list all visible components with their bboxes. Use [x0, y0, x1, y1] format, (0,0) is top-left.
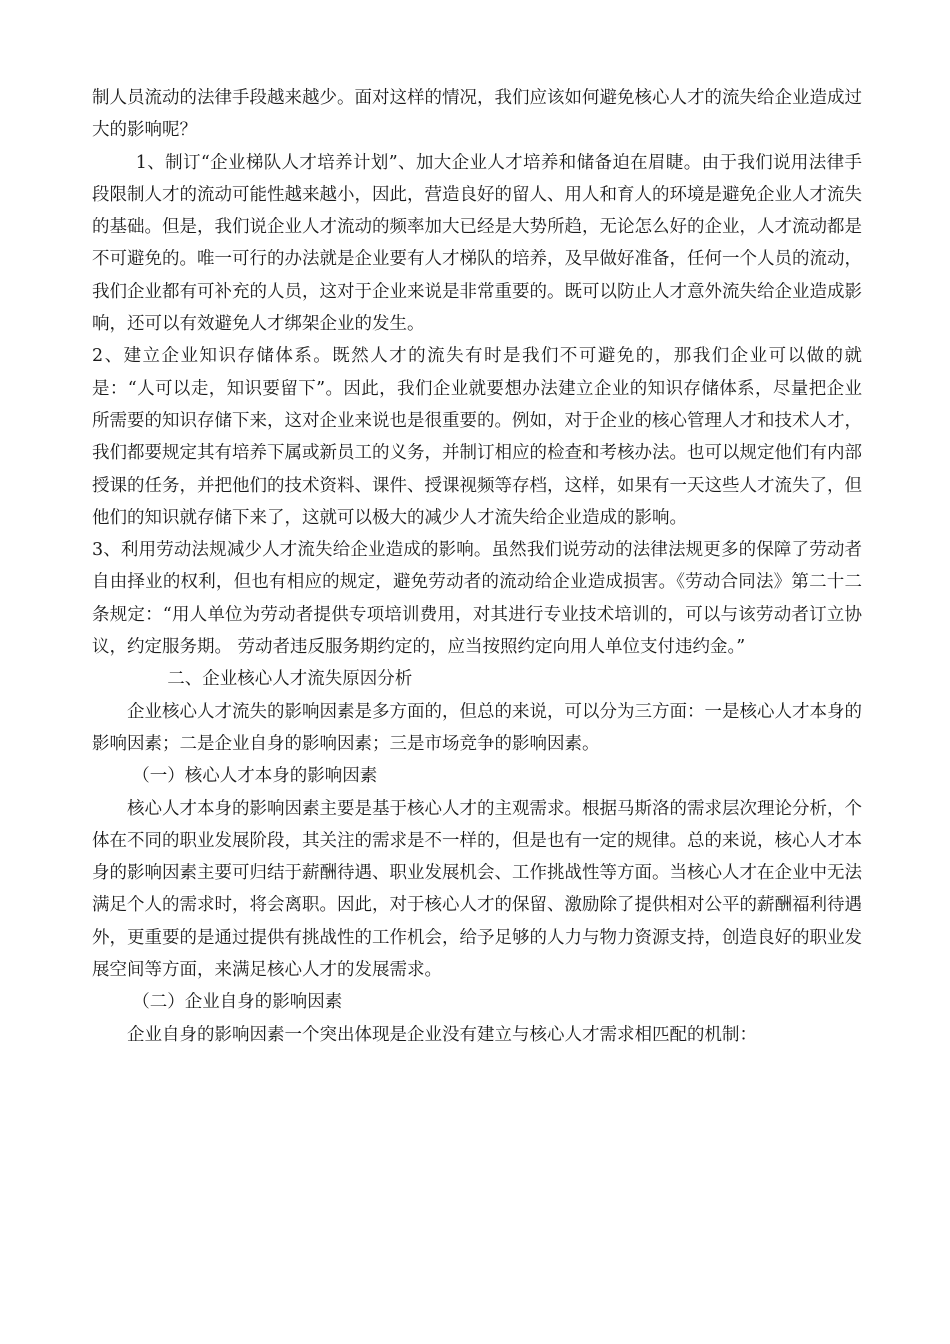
paragraph-measure-2: 2、建立企业知识存储体系。既然人才的流失有时是我们不可避免的，那我们企业可以做的就是：“人可以走，知识要留下”。因此，我们企业就要想办法建立企业的知识存储体系，尽量把企业所需要的知识存储下来，这对企业来说也是很重要的。例如，对于企业的核心管理人才和技术人才，我们都要规定其有培养下属或新员工的义务，并制订相应的检查和考核办法。也可以规定他们有内部授课的任务，并把他们的技术资料、课件、授课视频等存档，这样，如果有一天这些人才流失了，但他们的知识就存储下来了，这就可以极大的减少人才流失给企业造成的影响。 [92, 346, 862, 528]
paragraph-factors-overview: 企业核心人才流失的影响因素是多方面的，但总的来说，可以分为三方面：一是核心人才本身的影响因素；二是企业自身的影响因素；三是市场竞争的影响因素。 [92, 701, 862, 754]
section-heading-2: 二、企业核心人才流失原因分析 [167, 669, 413, 690]
subsection-heading-2: （二）企业自身的影响因素 [132, 992, 343, 1013]
paragraph-measure-1: 1、制订“企业梯队人才培养计划”、加大企业人才培养和储备迫在眉睫。由于我们说用法律手段限制人才的流动可能性越来越小，因此，营造良好的留人、用人和育人的环境是避免企业人才流失的基础。但是，我们说企业人才流动的频率加大已经是大势所趋，无论怎么好的企业，人才流动都是不可避免的。唯一可行的办法就是企业要有人才梯队的培养，及早做好准备，任何一个人员的流动，我们企业都有可补充的人员，这对于企业来说是非常重要的。既可以防止人才意外流失给企业造成影响，还可以有效避免人才绑架企业的发生。 [92, 152, 862, 335]
paragraph-enterprise-factors: 企业自身的影响因素一个突出体现是企业没有建立与核心人才需求相匹配的机制： [127, 1024, 757, 1045]
paragraph-measure-3: 3、利用劳动法规减少人才流失给企业造成的影响。虽然我们说劳动的法律法规更多的保障了劳动者自由择业的权利，但也有相应的规定，避免劳动者的流动给企业造成损害。《劳动合同法》第二十二条规定：“用人单位为劳动者提供专项培训费用，对其进行专业技术培训的，可以与该劳动者订立协议，约定服务期。 劳动者违反服务期约定的，应当按照约定向用人单位支付违约金。” [92, 540, 862, 658]
subsection-heading-1: （一）核心人才本身的影响因素 [132, 766, 378, 787]
document-body [92, 82, 862, 1051]
paragraph-talent-factors: 核心人才本身的影响因素主要是基于核心人才的主观需求。根据马斯洛的需求层次理论分析，个体在不同的职业发展阶段，其关注的需求是不一样的，但是也有一定的规律。总的来说，核心人才本身的影响因素主要可归结于薪酬待遇、职业发展机会、工作挑战性等方面。当核心人才在企业中无法满足个人的需求时，将会离职。因此，对于核心人才的保留、激励除了提供相对公平的薪酬福利待遇外，更重要的是通过提供有挑战性的工作机会，给予足够的人力与物力资源支持，创造良好的职业发展空间等方面，来满足核心人才的发展需求。 [92, 798, 862, 981]
paragraph-continuation: 制人员流动的法律手段越来越少。面对这样的情况，我们应该如何避免核心人才的流失给企业造成过大的影响呢？ [92, 88, 862, 141]
